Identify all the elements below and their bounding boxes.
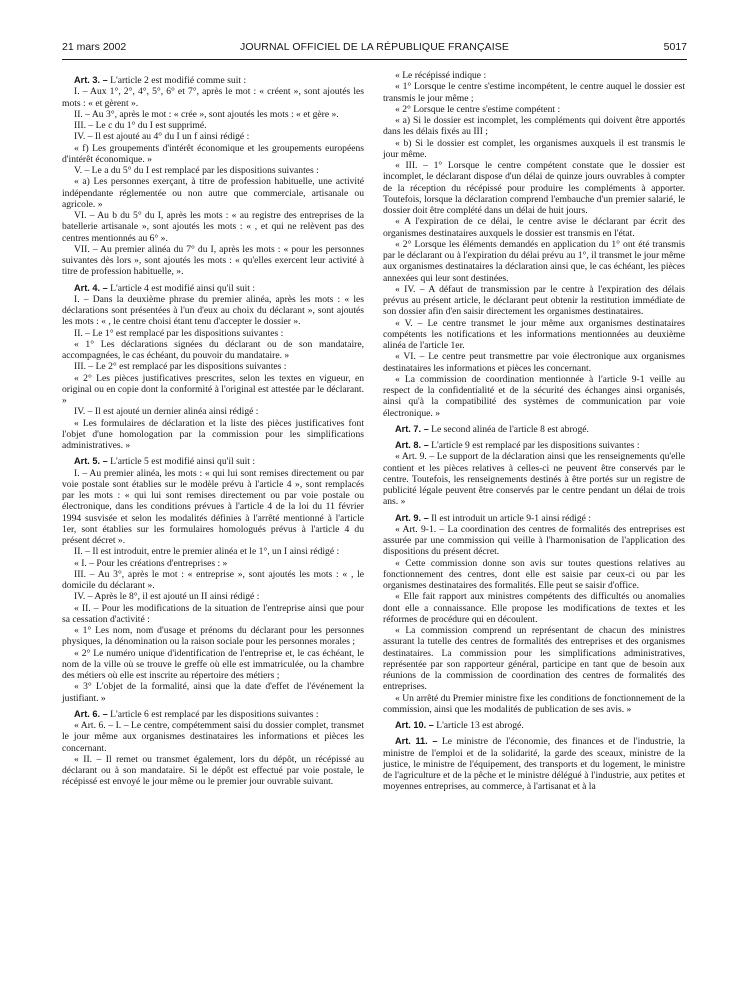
paragraph xyxy=(62,361,364,372)
paragraph xyxy=(62,176,364,210)
paragraph-text: II. – Le 1° est remplacé par les dispositions suivantes : xyxy=(74,327,284,339)
article-heading: Art. 11. – xyxy=(395,736,438,747)
paragraph-text: L'article 13 est abrogé. xyxy=(433,720,524,731)
paragraph xyxy=(62,143,364,166)
paragraph-text: L'article 6 est remplacé par les dispositions suivantes : xyxy=(107,708,319,720)
paragraph xyxy=(383,115,685,138)
header-rule xyxy=(62,59,687,60)
right-column xyxy=(383,70,685,793)
paragraph-text: VII. – Au premier alinéa du 7° du I, après les mots : « pour les personnes suivantes dès lors », sont ajoutés les mots : « qu'elles exercent leur activité à titre de profession habituelle, ». xyxy=(62,243,364,278)
paragraph xyxy=(62,244,364,278)
paragraph-text: Le second alinéa de l'article 8 est abrogé. xyxy=(428,423,589,435)
paragraph xyxy=(62,165,364,176)
paragraph xyxy=(383,591,685,625)
paragraph-text: « f) Les groupements d'intérêt économique et les groupements européens d'intérêt économique. » xyxy=(62,142,364,165)
paragraph xyxy=(383,736,685,792)
issue-date: 21 mars 2002 xyxy=(62,41,127,53)
paragraph xyxy=(62,109,364,120)
paragraph xyxy=(62,709,364,720)
paragraph-text: I. – Dans la deuxième phrase du premier alinéa, après les mots : « les déclarations sont présentées à l'un d'eux au choix du déclarant », sont ajoutés les mots : « , le centre choisi étant tenu d'accepter le dossier ». xyxy=(62,293,364,328)
paragraph-text: « a) Les personnes exerçant, à titre de profession habituelle, une activité indépendante réglementée ou non autre que commerciale, artisanale ou agricole. » xyxy=(62,176,364,210)
paragraph-text: I. – Au premier alinéa, les mots : « qui lui sont remises directement ou par voie postale sont établies sur le modèle prévu à l'article 4 », sont remplacés par les mots : « qui lui sont remises directement ou par voie postale ou électronique, dans les conditions prévues à l'article 4 de la loi du 11 février 1994 susvisée et selon les modalités définies à l'arrêté mentionné à l'article 1er, sont établies sur les formulaires homologués prévus à l'article 4 du présent décret ». xyxy=(62,467,364,546)
article-heading: Art. 9. – xyxy=(395,512,429,523)
paragraph-text: « 2° Lorsque les éléments demandés en application du 1° ont été transmis par le déclarant ou à l'expiration du délai prévu au 1°, il transmet le jour même aux organismes destinataires la déclaration ainsi que, le cas échéant, les pièces annexées qui leur sont destinées. xyxy=(383,238,685,284)
article-heading: Art. 8. – xyxy=(395,440,429,450)
paragraph xyxy=(62,558,364,569)
paragraph-text: « 2° Lorsque le centre s'estime compétent : xyxy=(395,103,561,115)
article-heading: Art. 4. – xyxy=(74,282,108,293)
article-heading: Art. 7. – xyxy=(395,423,429,434)
paragraph xyxy=(62,373,364,407)
paragraph-text: « 3° L'objet de la formalité, ainsi que la date d'effet de l'événement la justifiant. » xyxy=(62,681,364,704)
paragraph-text: « Art. 9. – Le support de la déclaration ainsi que les renseignements qu'elle contient et les pièces relatives à celles-ci ne peuvent être conservés par le centre. Toutefois, les renseignements destinés à être portés sur un registre de publicité légale peuvent être conservés par le centre pendant un délai de trois ans. » xyxy=(383,451,685,508)
paragraph xyxy=(62,603,364,626)
paragraph-text: « V. – Le centre transmet le jour même aux organismes destinataires compétents les notifications et les informations mentionnées au deuxième alinéa de l'article 1er. xyxy=(383,317,685,351)
paragraph xyxy=(62,406,364,417)
paragraph xyxy=(62,210,364,244)
article-heading: Art. 6. – xyxy=(74,708,108,719)
paragraph-text: « Art. 9-1. – La coordination des centres de formalités des entreprises est assurée par une commission qui veille à l'harmonisation de l'application des dispositions du présent décret. xyxy=(383,523,685,558)
paragraph-text: « III. – 1° Lorsque le centre compétent constate que le dossier est incomplet, le déclarant dispose d'un délai de quinze jours ouvrables à compter de la réception du récépissé pour produire les compléments à apporter. Toutefois, lorsque la déclaration comprend l'embauche d'un premier salarié, le dossier doit être complété dans un délai de huit jours. xyxy=(383,160,685,216)
page-number: 5017 xyxy=(663,41,687,53)
paragraph xyxy=(62,591,364,602)
paragraph-text: « 1° Lorsque le centre s'estime incompétent, le centre auquel le dossier est transmis le jour même ; xyxy=(383,81,685,104)
paragraph xyxy=(383,424,685,435)
paragraph-text: « 1° Les nom, nom d'usage et prénoms du déclarant pour les personnes physiques, la dénomination ou la raison sociale pour les personnes morales ; xyxy=(62,625,364,648)
paragraph xyxy=(383,451,685,507)
paragraph xyxy=(62,120,364,131)
paragraph xyxy=(62,418,364,452)
paragraph xyxy=(383,160,685,216)
article-heading: Art. 10. – xyxy=(395,720,434,730)
paragraph-text: III. – Au 3°, après le mot : « entreprise », sont ajoutés les mots : « , le domicile du déclarant ». xyxy=(62,568,364,591)
paragraph-text: « A l'expiration de ce délai, le centre avise le déclarant par écrit des organismes destinataires auxquels le dossier est transmis en l'état. xyxy=(383,216,685,239)
paragraph xyxy=(62,75,364,86)
paragraph-text: « II. – Pour les modifications de la situation de l'entreprise ainsi que pour sa cessation d'activité : xyxy=(62,602,364,625)
paragraph-text: « 2° Les pièces justificatives prescrites, selon les textes en vigueur, en original ou en copie dont la conformité à l'original est attestée par le déclarant. » xyxy=(62,372,364,406)
paragraph xyxy=(383,318,685,352)
paragraph-text: « VI. – Le centre peut transmettre par voie électronique aux organismes destinataires les informations et pièces les concernant. xyxy=(383,351,685,374)
paragraph xyxy=(383,239,685,284)
paragraph xyxy=(383,625,685,693)
paragraph xyxy=(383,693,685,716)
paragraph xyxy=(62,131,364,142)
paragraph xyxy=(62,86,364,109)
paragraph xyxy=(62,648,364,682)
paragraph xyxy=(383,284,685,318)
paragraph-text: « 1° Les déclarations signées du déclarant ou de son mandataire, accompagnées, le cas échéant, du pouvoir du mandataire. » xyxy=(62,338,364,361)
paragraph-text: « b) Si le dossier est complet, les organismes auxquels il est transmis le jour même. xyxy=(383,137,685,160)
paragraph xyxy=(383,216,685,239)
journal-title: JOURNAL OFFICIEL DE LA RÉPUBLIQUE FRANÇAISE xyxy=(240,41,509,53)
paragraph-text: L'article 9 est remplacé par les dispositions suivantes : xyxy=(428,440,640,451)
paragraph-text: « 2° Le numéro unique d'identification de l'entreprise et, le cas échéant, le nom de la ville où se trouve le greffe où elle est immatriculée, ou la chambre des métiers où elle est inscrite au répertoire des métiers ; xyxy=(62,647,364,681)
paragraph xyxy=(62,468,364,547)
paragraph xyxy=(383,374,685,419)
paragraph-text: Le ministre de l'économie, des finances et de l'industrie, la ministre de l'emploi et de la solidarité, la garde des sceaux, ministre de la justice, le ministre de l'équipement, des transports et du logement, le ministre de l'agriculture et de la pêche et le ministre délégué à l'industrie, aux petites et moyennes entreprises, au commerce, à l'artisanat et à la xyxy=(383,736,685,793)
paragraph-text: « La commission de coordination mentionnée à l'article 9-1 veille au respect de la confidentialité et de la sécurité des échanges ainsi organisés, ainsi qu'à la compatibilité des systèmes de communication par voie électronique. » xyxy=(383,373,685,419)
paragraph xyxy=(62,456,364,467)
paragraph-text: II. – Il est introduit, entre le premier alinéa et le 1°, un I ainsi rédigé : xyxy=(74,546,340,558)
left-column xyxy=(62,70,364,788)
paragraph-text: L'article 4 est modifié ainsi qu'il suit : xyxy=(107,282,256,294)
paragraph xyxy=(62,328,364,339)
paragraph-text: L'article 5 est modifié ainsi qu'il suit : xyxy=(107,456,256,468)
paragraph-text: « a) Si le dossier est incomplet, les compléments qui doivent être apportés dans les délais fixés au III ; xyxy=(383,115,685,138)
paragraph-text: VI. – Au b du 5° du I, après les mots : « au registre des entreprises de la batellerie artisanale », sont ajoutés les mots : « , et qui ne relèvent pas des centres mentionnés au 6° ». xyxy=(62,210,364,244)
paragraph xyxy=(62,720,364,754)
paragraph-text: IV. – Il est ajouté au 4° du I un f ainsi rédigé : xyxy=(74,131,250,143)
paragraph xyxy=(383,81,685,104)
paragraph-text: « Art. 6. – I. – Le centre, compétemment saisi du dossier complet, transmet le jour même aux organismes destinataires les informations et pièces les concernant. xyxy=(62,720,364,754)
paragraph xyxy=(62,546,364,557)
paragraph xyxy=(383,720,685,731)
page-header xyxy=(62,41,687,59)
paragraph-text: « Cette commission donne son avis sur toutes questions relatives au fonctionnement des centres, dont elle est saisie par ceux-ci ou par les organismes destinataires des formalités. Elle peut se saisir d'office. xyxy=(383,557,685,591)
paragraph xyxy=(383,440,685,451)
paragraph xyxy=(62,754,364,788)
paragraph-text: « Le récépissé indique : xyxy=(395,70,487,81)
paragraph xyxy=(62,569,364,592)
paragraph xyxy=(62,294,364,328)
paragraph-text: III. – Le 2° est remplacé par les dispositions suivantes : xyxy=(74,361,287,373)
paragraph-text: « I. – Pour les créations d'entreprises : » xyxy=(74,557,228,569)
paragraph xyxy=(383,104,685,115)
article-heading: Art. 5. – xyxy=(74,456,108,467)
paragraph xyxy=(383,351,685,374)
paragraph-text: V. – Le a du 5° du I est remplacé par les dispositions suivantes : xyxy=(74,165,319,176)
paragraph-text: « II. – Il remet ou transmet également, lors du dépôt, un récépissé au déclarant ou à son mandataire. Si le dépôt est effectué par voie postale, le récépissé est envoyé le jour même ou le premier jour ouvrable suivant. xyxy=(62,753,364,788)
paragraph-text: IV. – Après le 8°, il est ajouté un II ainsi rédigé : xyxy=(74,591,260,603)
paragraph-text: I. – Aux 1°, 2°, 4°, 5°, 6° et 7°, après le mot : « créent », sont ajoutés les mots : « et gèrent ». xyxy=(62,86,364,109)
paragraph-text: « La commission comprend un représentant de chacun des ministres assurant la tutelle des centres de formalités des entreprises et des organismes destinataires. La commission pour les simplifications administratives, représentée par son rapporteur général, participe en tant que de besoin aux réunions de la commission de coordination des centres de formalités des entreprises. xyxy=(383,625,685,693)
paragraph xyxy=(62,681,364,704)
paragraph xyxy=(383,558,685,592)
paragraph xyxy=(383,70,685,81)
paragraph-text: « IV. – A défaut de transmission par le centre à l'expiration des délais prévus au présent article, le déclarant peut obtenir la restitution immédiate de son dossier afin d'en saisir directement les organismes destinataires. xyxy=(383,283,685,318)
paragraph xyxy=(383,138,685,161)
paragraph xyxy=(383,524,685,558)
paragraph-text: « Les formulaires de déclaration et la liste des pièces justificatives font l'objet d'une homologation par la commission pour les simplifications administratives. » xyxy=(62,417,364,451)
paragraph-text: « Elle fait rapport aux ministres compétents des difficultés ou anomalies dont elle a connaissance. Elle propose les modifications de textes et les réformes de procédure qui en découlent. xyxy=(383,591,685,625)
paragraph-text: « Un arrêté du Premier ministre fixe les conditions de fonctionnement de la commission, ainsi que les modalités de publication de ses avis. » xyxy=(383,692,685,715)
paragraph-text: Il est introduit un article 9-1 ainsi rédigé : xyxy=(428,512,591,524)
paragraph-text: IV. – Il est ajouté un dernier alinéa ainsi rédigé : xyxy=(74,406,259,418)
paragraph xyxy=(62,283,364,294)
paragraph-text: L'article 2 est modifié comme suit : xyxy=(107,75,247,86)
paragraph xyxy=(62,339,364,362)
paragraph xyxy=(383,513,685,524)
paragraph-text: II. – Au 3°, après le mot : « crée », sont ajoutés les mots : « et gère ». xyxy=(74,108,339,120)
paragraph-text: III. – Le c du 1° du I est supprimé. xyxy=(74,120,207,131)
paragraph xyxy=(62,625,364,648)
article-heading: Art. 3. – xyxy=(74,75,108,85)
